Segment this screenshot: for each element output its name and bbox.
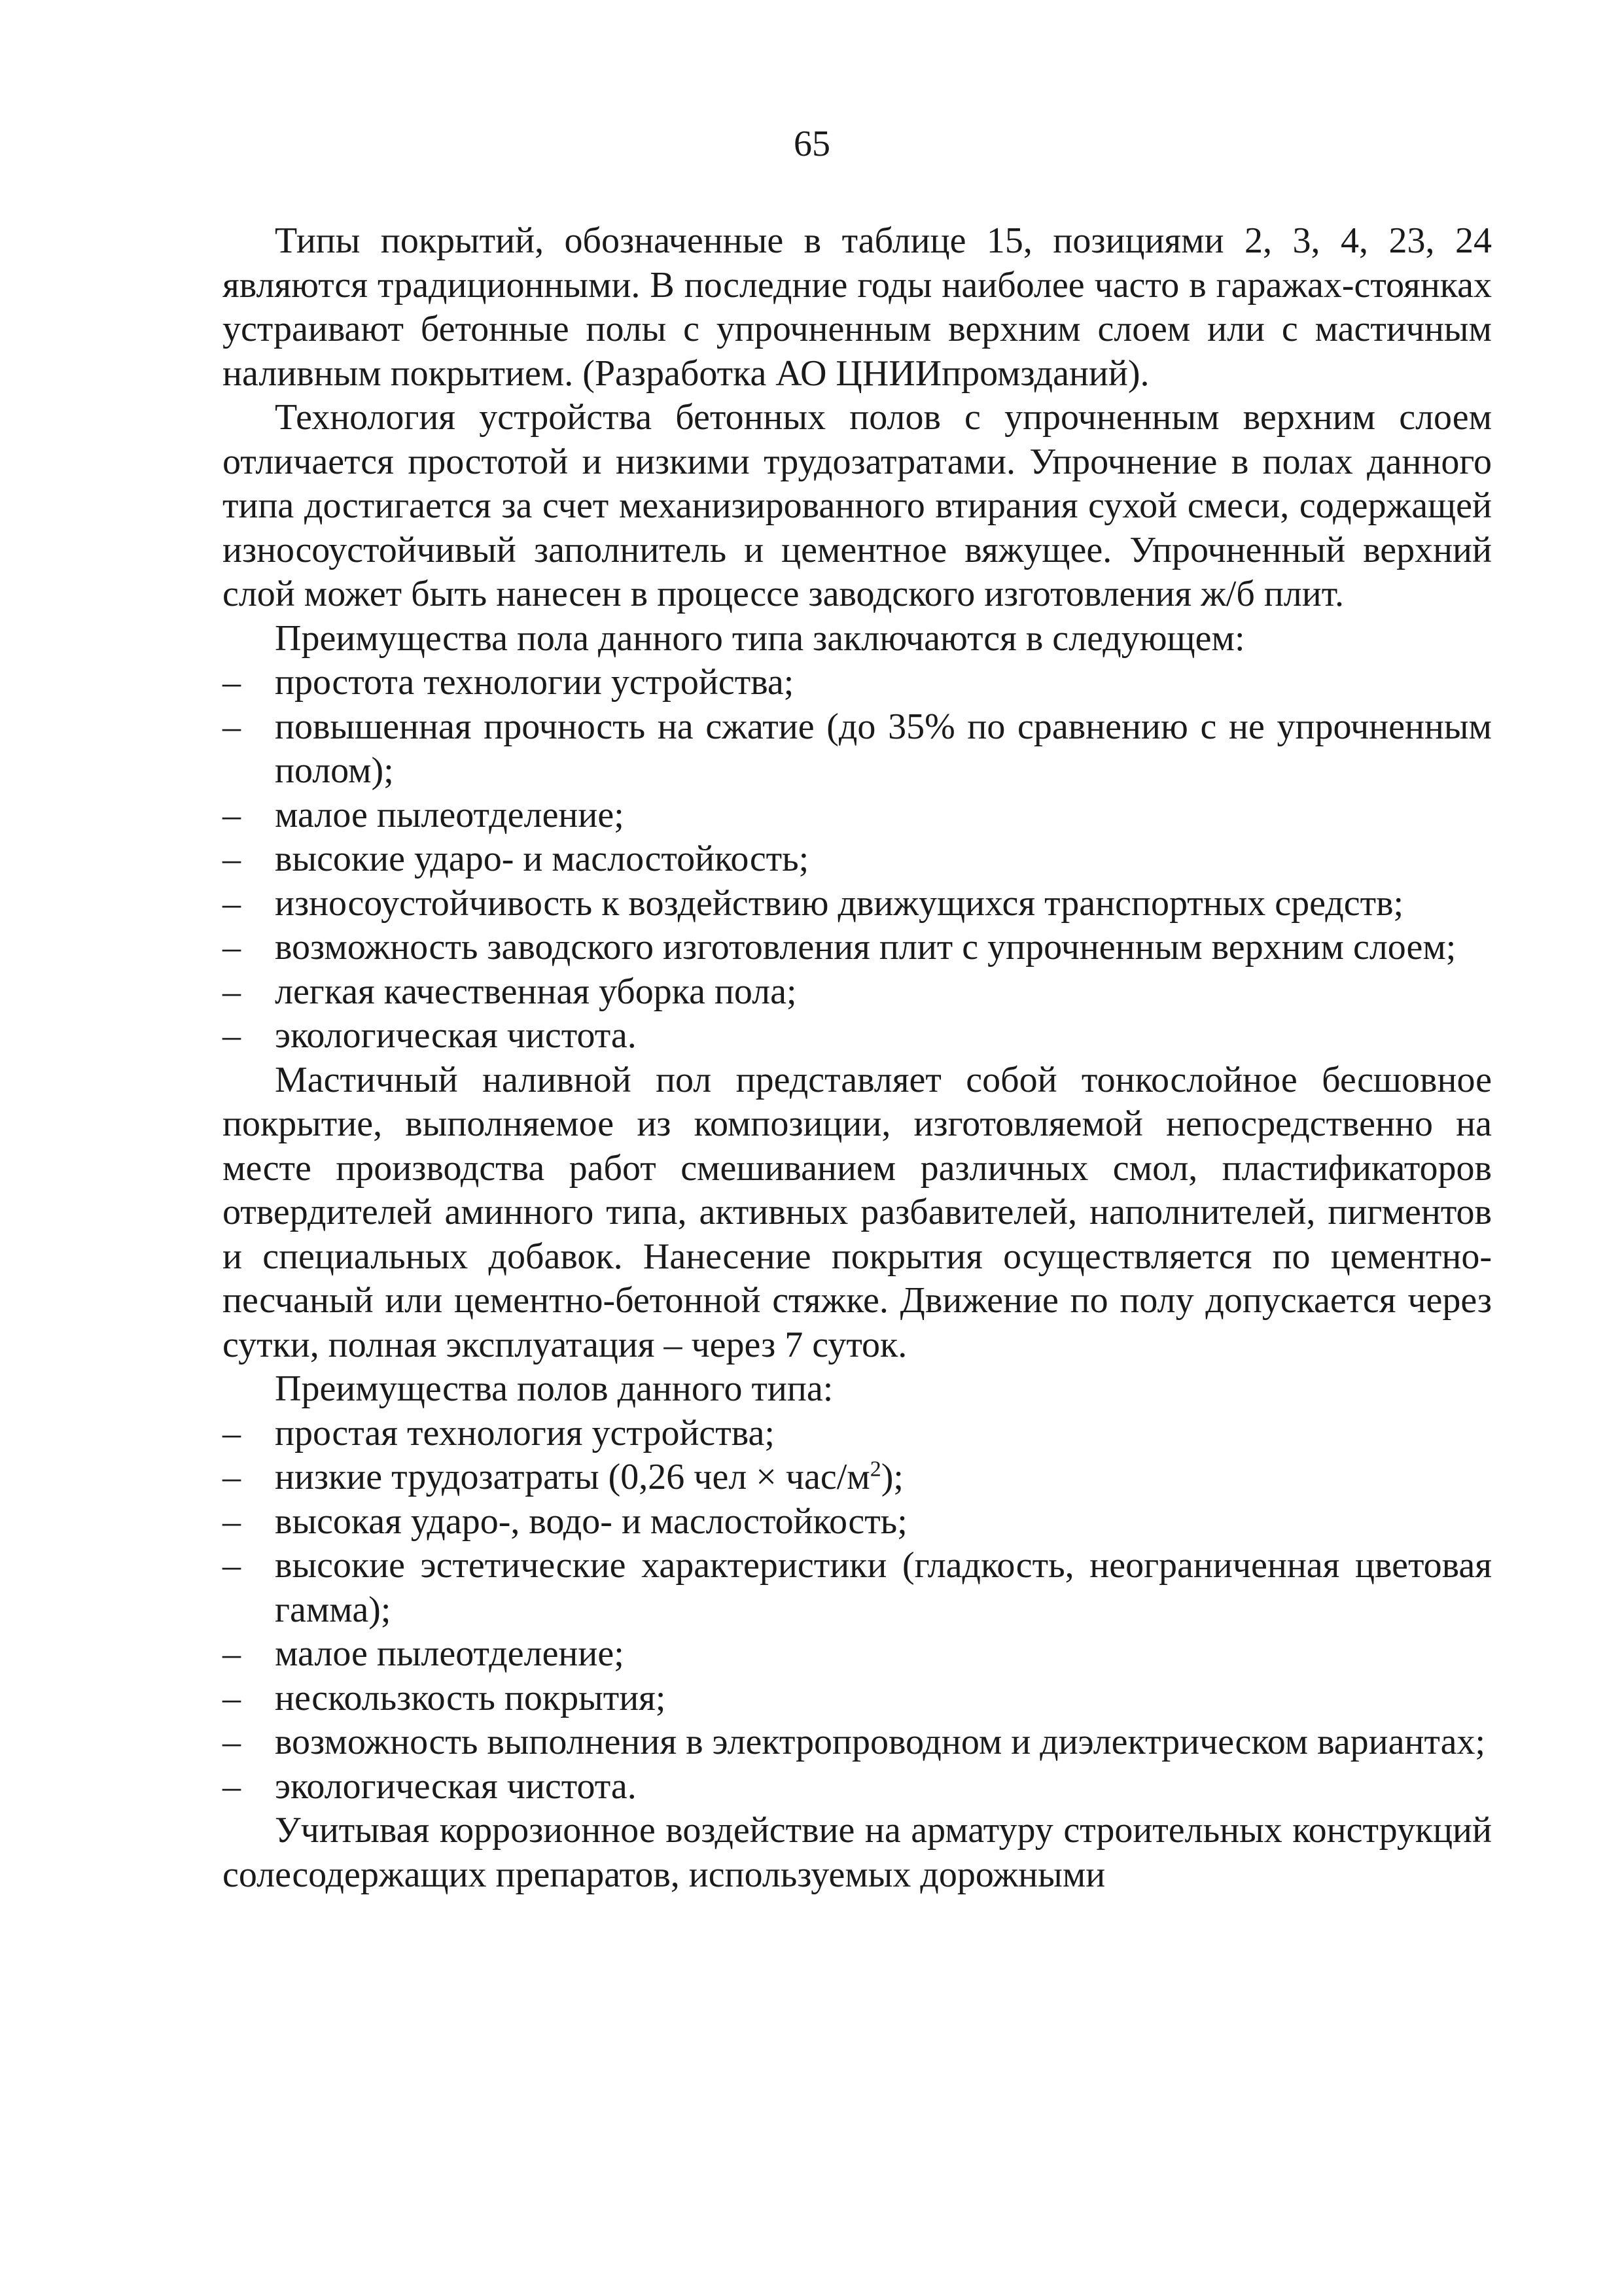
dash-marker: –: [222, 839, 241, 879]
list-item: – простота технологии устройства;: [222, 661, 1492, 705]
paragraph: Типы покрытий, обозначенные в таблице 15, позициями 2, 3, 4, 23, 24 являются традиционными. В последние годы наиболее часто в гаражах-стоянках устраивают бетонные полы с упрочненным верхним слоем или с мастичным наливным покрытием. (Разработка АО ЦНИИпромзданий).: [222, 220, 1492, 394]
dash-marker: –: [222, 1633, 241, 1674]
dash-marker: –: [222, 1545, 241, 1586]
list-item: – экологическая чистота.: [222, 1014, 1492, 1058]
list-item: – низкие трудозатраты (0,26 чел × час/$м^2$);: [222, 1455, 1492, 1500]
list-item: – повышенная прочность на сжатие (до 35% по сравнению с не упрочненным полом);: [222, 706, 1492, 791]
dash-marker: –: [222, 1765, 241, 1807]
list-intro: Преимущества полов данного типа:: [275, 1368, 834, 1409]
dash-marker: –: [222, 971, 241, 1012]
superscript: 2: [870, 1457, 881, 1482]
list-item: – высокие эстетические характеристики (гладкость, неограниченная цветовая гамма);: [222, 1545, 1492, 1630]
dash-marker: –: [222, 794, 241, 835]
paragraph: Учитывая коррозионное воздействие на арматуру строительных конструкций солесодержащих препаратов, используемых дорожными: [222, 1810, 1492, 1895]
list-intro: Преимущества пола данного типа заключаются в следующем:: [275, 617, 1245, 659]
dash-marker: –: [222, 1501, 241, 1542]
list-item: – высокая ударо-, водо- и маслостойкость;: [222, 1500, 1492, 1544]
page-number: 65: [794, 124, 830, 164]
list-item: – нескользкость покрытия;: [222, 1677, 1492, 1721]
dash-marker: –: [222, 662, 241, 703]
advantages-list-concrete: [222, 661, 1492, 1058]
list-item: – высокие ударо- и маслостойкость;: [222, 837, 1492, 882]
dash-marker: –: [222, 882, 241, 924]
list-item: – возможность заводского изготовления плит с упрочненным верхним слоем;: [222, 926, 1492, 970]
dash-marker: –: [222, 1722, 241, 1762]
list-item: – износоустойчивость к воздействию движущихся транспортных средств;: [222, 882, 1492, 926]
dash-marker: –: [222, 1457, 241, 1497]
dash-marker: –: [222, 1015, 241, 1056]
list-item: – возможность выполнения в электропроводном и диэлектрическом вариантах;: [222, 1720, 1492, 1765]
advantages-list-mastic: [222, 1412, 1492, 1809]
dash-marker: –: [222, 1412, 241, 1453]
dash-marker: –: [222, 1677, 241, 1718]
list-item: – легкая качественная уборка пола;: [222, 970, 1492, 1015]
paragraph: Технология устройства бетонных полов с упрочненным верхним слоем отличается простотой и низкими трудозатратами. Упрочнение в полах данного типа достигается за счет механизированного втирания сухой смеси, содержащей износоустойчивый заполнитель и цементное вяжущее. Упрочненный верхний слой может быть нанесен в процессе заводского изготовления ж/б плит.: [222, 397, 1492, 614]
list-item: – экологическая чистота.: [222, 1765, 1492, 1809]
list-item: – простая технология устройства;: [222, 1412, 1492, 1456]
paragraph: Мастичный наливной пол представляет собой тонкослойное бесшовное покрытие, выполняемое из композиции, изготовляемой непосредственно на месте производства работ смешиванием различных смол, пластификаторов отвердителей аминного типа, активных разбавителей, наполнителей, пигментов и специальных добавок. Нанесение покрытия осуществляется по цементно-песчаный или цементно-бетонной стяжке. Движение по полу допускается через сутки, полная эксплуатация – через 7 суток.: [222, 1059, 1492, 1365]
dash-marker: –: [222, 706, 241, 747]
list-item: – малое пылеотделение;: [222, 793, 1492, 838]
list-item: – малое пылеотделение;: [222, 1632, 1492, 1677]
body-text: [222, 219, 1492, 1897]
dash-marker: –: [222, 927, 241, 967]
